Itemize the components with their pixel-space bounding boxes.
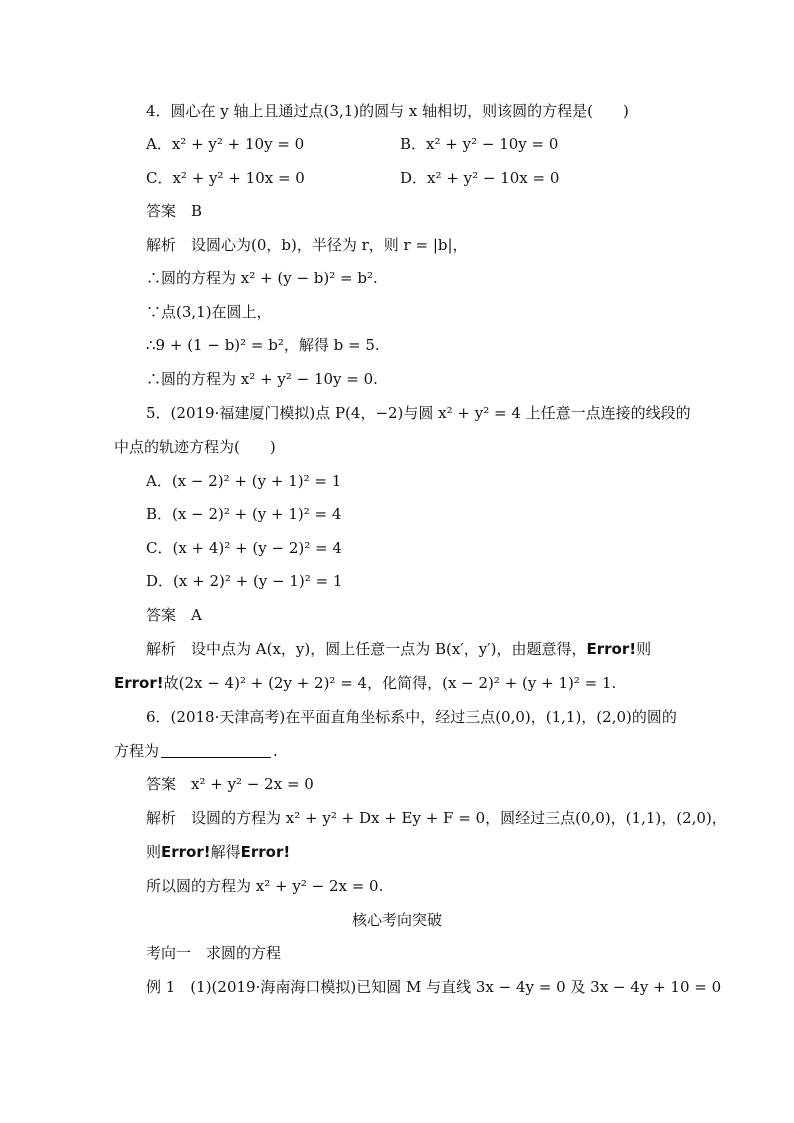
q6-solution-line3: 所以圆的方程为 x² + y² − 2x = 0. [146,877,384,895]
example-1-stem: 例 1 (1)(2019·海南海口模拟)已知圆 M 与直线 3x − 4y = 0 及 3x − 4y + 10 = 0 [146,978,722,996]
q5-error-field-2: Error! [114,674,164,692]
q5-option-b: B．(x − 2)² + (y + 1)² = 4 [146,505,342,523]
q4-solution-line2: ∴圆的方程为 x² + (y − b)² = b². [146,269,378,287]
q4-stem: 4．圆心在 y 轴上且通过点(3,1)的圆与 x 轴相切，则该圆的方程是( ) [146,102,629,120]
q5-solution-line1 [146,639,651,661]
section-title: 核心考向突破 [351,911,442,929]
q5-option-d: D．(x + 2)² + (y − 1)² = 1 [146,572,343,590]
q6-solution-solve: 解得 [210,843,241,861]
q4-option-c: C．x² + y² + 10x = 0 [146,169,305,187]
q6-answer: 答案 x² + y² − 2x = 0 [146,775,314,793]
q4-option-d: D．x² + y² − 10x = 0 [400,169,560,187]
q5-stem-line1: 5．(2019·福建厦门模拟)点 P(4，−2)与圆 x² + y² = 4 上任意一点连接的线段的 [146,404,691,422]
q6-error-field-2: Error! [240,843,291,861]
q6-solution-line2 [146,842,290,864]
q6-solution-then: 则 [146,843,162,861]
q4-solution-line3: ∵点(3,1)在圆上， [146,303,272,321]
q5-solution-then: 则 [636,640,652,658]
q6-answer-blank [161,743,271,758]
q6-stem-period: . [273,742,278,760]
q6-error-field-1: Error! [161,843,211,861]
section-subtitle: 考向一 求圆的方程 [146,944,282,962]
q5-solution-text: 解析 设中点为 A(x，y)，圆上任意一点为 B(x′，y′)，由题意得， [146,640,587,658]
q6-stem-line1: 6．(2018·天津高考)在平面直角坐标系中，经过三点(0,0)，(1,1)，(2,0)的圆的 [146,708,677,726]
q5-error-field-1: Error! [586,640,637,658]
q4-option-a: A．x² + y² + 10y = 0 [146,135,305,153]
q6-solution-line1: 解析 设圆的方程为 x² + y² + Dx + Ey + F = 0，圆经过三点(0,0)，(1,1)，(2,0)， [146,809,727,827]
q5-solution-line2 [114,673,616,695]
q5-answer: 答案 A [146,606,202,624]
q4-solution-line5: ∴圆的方程为 x² + y² − 10y = 0. [146,370,378,388]
q5-stem-line2: 中点的轨迹方程为( ) [114,438,276,456]
q4-solution-line4: ∴9 + (1 − b)² = b²，解得 b = 5. [146,336,380,354]
q6-stem-prefix: 方程为 [114,742,160,760]
q4-option-b: B．x² + y² − 10y = 0 [400,135,559,153]
q6-stem-line2 [114,741,278,763]
q5-option-c: C．(x + 4)² + (y − 2)² = 4 [146,539,342,557]
q5-solution-result: 故(2x − 4)² + (2y + 2)² = 4，化简得，(x − 2)² + (y + 1)² = 1. [163,674,617,692]
q4-solution-line1: 解析 设圆心为(0，b)，半径为 r，则 r = |b|， [146,236,468,254]
q5-option-a: A．(x − 2)² + (y + 1)² = 1 [146,472,342,490]
q4-answer: 答案 B [146,202,203,220]
